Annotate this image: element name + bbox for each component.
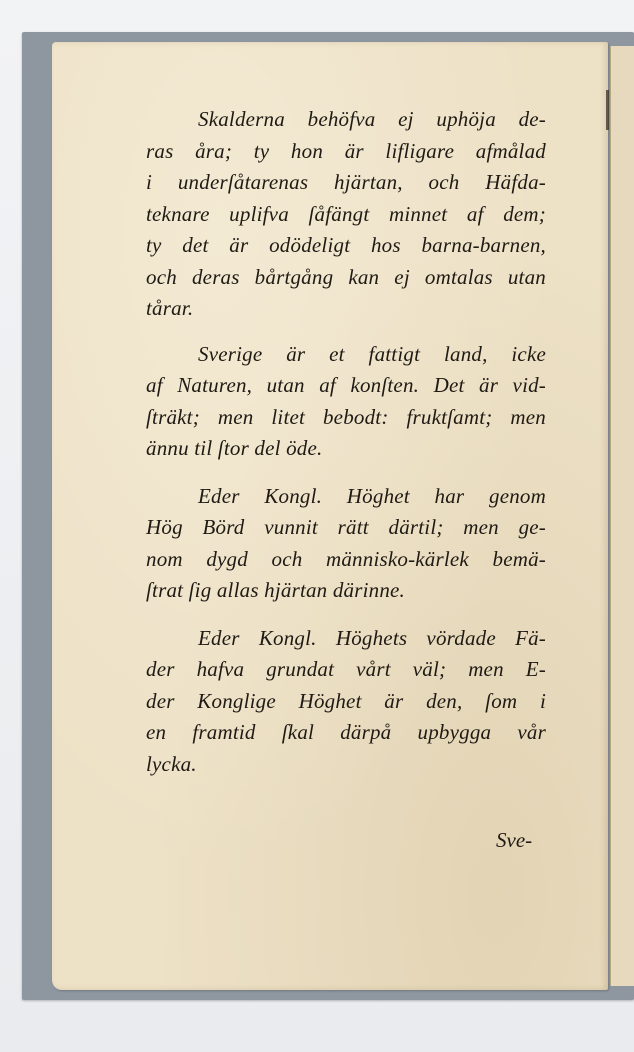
text-line: Hög Börd vunnit rätt därtil; men ge-	[146, 515, 546, 539]
text-line: Eder Kongl. Höghets vördade Fä-	[198, 625, 546, 650]
catchword: Sve-	[496, 828, 533, 852]
paragraph-2	[146, 339, 546, 465]
text-line: i underſåtarenas hjärtan, och Häfda-	[146, 170, 546, 194]
text-line: nom dygd och människo-kärlek bemä-	[146, 546, 546, 571]
paragraph-1	[146, 104, 546, 325]
facing-page-edge	[610, 46, 634, 986]
text-line: och deras bårtgång kan ej omtalas utan	[146, 264, 546, 289]
text-line: ſtrat ſig allas hjärtan därinne.	[146, 578, 406, 602]
text-line: lycka.	[146, 751, 197, 776]
text-line: der hafva grundat vårt väl; men E-	[146, 657, 546, 681]
text-line: ännu til ſtor del öde.	[146, 436, 323, 460]
text-line: af Naturen, utan af konſten. Det är vid-	[146, 373, 546, 397]
text-line: tårar.	[146, 296, 194, 320]
paragraph-3	[146, 481, 546, 607]
text-line: Skalderna behöfva ej uphöja de-	[198, 107, 546, 131]
text-line: teknare uplifva ſåfängt minnet af dem;	[146, 201, 546, 226]
text-line: ſträkt; men litet bebodt: fruktſamt; men	[146, 404, 546, 429]
text-line: ty det är odödeligt hos barna-barnen,	[146, 233, 546, 257]
page-text	[146, 104, 546, 780]
text-line: der Konglige Höghet är den, ſom i	[146, 688, 546, 713]
text-line: en framtid ſkal därpå upbygga vår	[146, 720, 546, 744]
paragraph-4	[146, 623, 546, 781]
text-line: ras åra; ty hon är lifligare afmålad	[146, 138, 546, 163]
text-line: Sverige är et fattigt land, icke	[198, 341, 546, 366]
gutter-mark	[606, 90, 609, 130]
text-line: Eder Kongl. Höghet har genom	[198, 483, 546, 508]
